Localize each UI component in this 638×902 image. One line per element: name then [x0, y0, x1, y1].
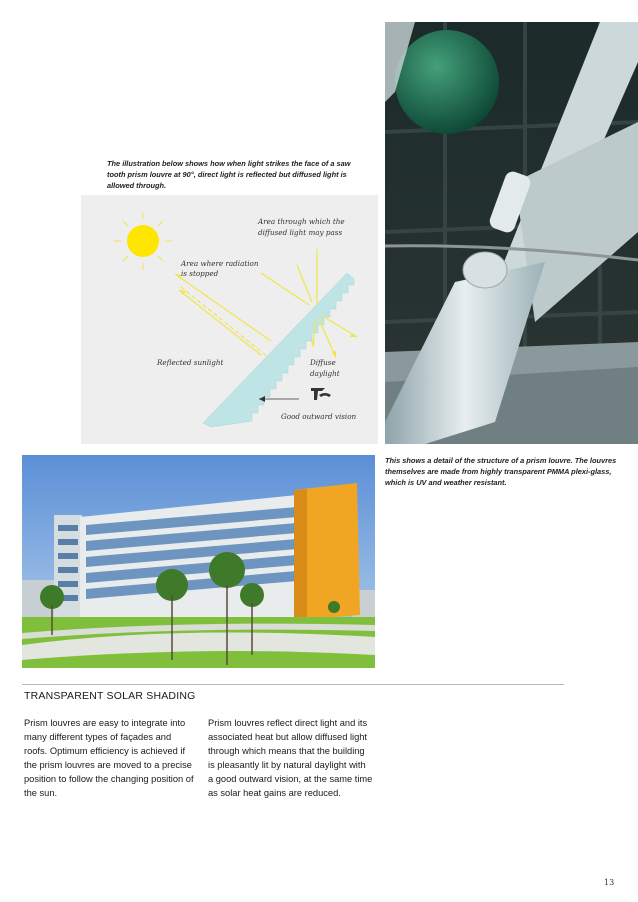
- label-diffuse-2: daylight: [310, 369, 340, 378]
- label-diffuse-1: Diffuse: [310, 358, 336, 367]
- page-number: 13: [604, 878, 615, 887]
- photo-caption: This shows a detail of the structure of a prism louvre. The louvres themselves are made from highly transparent PMMA plexi-glass, which is UV and weather resistant.: [385, 456, 617, 487]
- sun-icon: [114, 212, 172, 270]
- label-reflected-sunlight: Reflected sunlight: [157, 358, 224, 367]
- label-outward-vision: Good outward vision: [281, 412, 357, 421]
- label-radiation-2: is stopped: [181, 269, 219, 278]
- label-area-pass-2: diffused light may pass: [258, 228, 343, 237]
- section-title: TRANSPARENT SOLAR SHADING: [24, 690, 196, 702]
- body-column-2: Prism louvres reflect direct light and its associated heat but allow diffused light through which means that the building is pleasantly lit by natural daylight with a good outward vision, at the same time as solar heat gains are reduced.: [208, 718, 373, 798]
- label-area-pass-1: Area through which the: [258, 217, 345, 226]
- prism-louvre-detail-photo: [385, 22, 638, 444]
- label-radiation-1: Area where radiation: [181, 259, 259, 268]
- diagram-caption: The illustration below shows how when light strikes the face of a saw tooth prism louvre at 90°, direct light is reflected but diffused light is allowed through.: [107, 159, 351, 190]
- body-column-1: Prism louvres are easy to integrate into many different types of façades and roofs. Optimum efficiency is achieved if the prism louvres are moved to a precise position to follow the changing position of the sun.: [24, 718, 194, 798]
- prism-louvre-shape: [203, 273, 357, 427]
- eye-icon: [311, 388, 331, 400]
- section-divider: [22, 684, 564, 685]
- building-photo: [22, 455, 375, 668]
- prism-louvre-diagram: [81, 195, 378, 444]
